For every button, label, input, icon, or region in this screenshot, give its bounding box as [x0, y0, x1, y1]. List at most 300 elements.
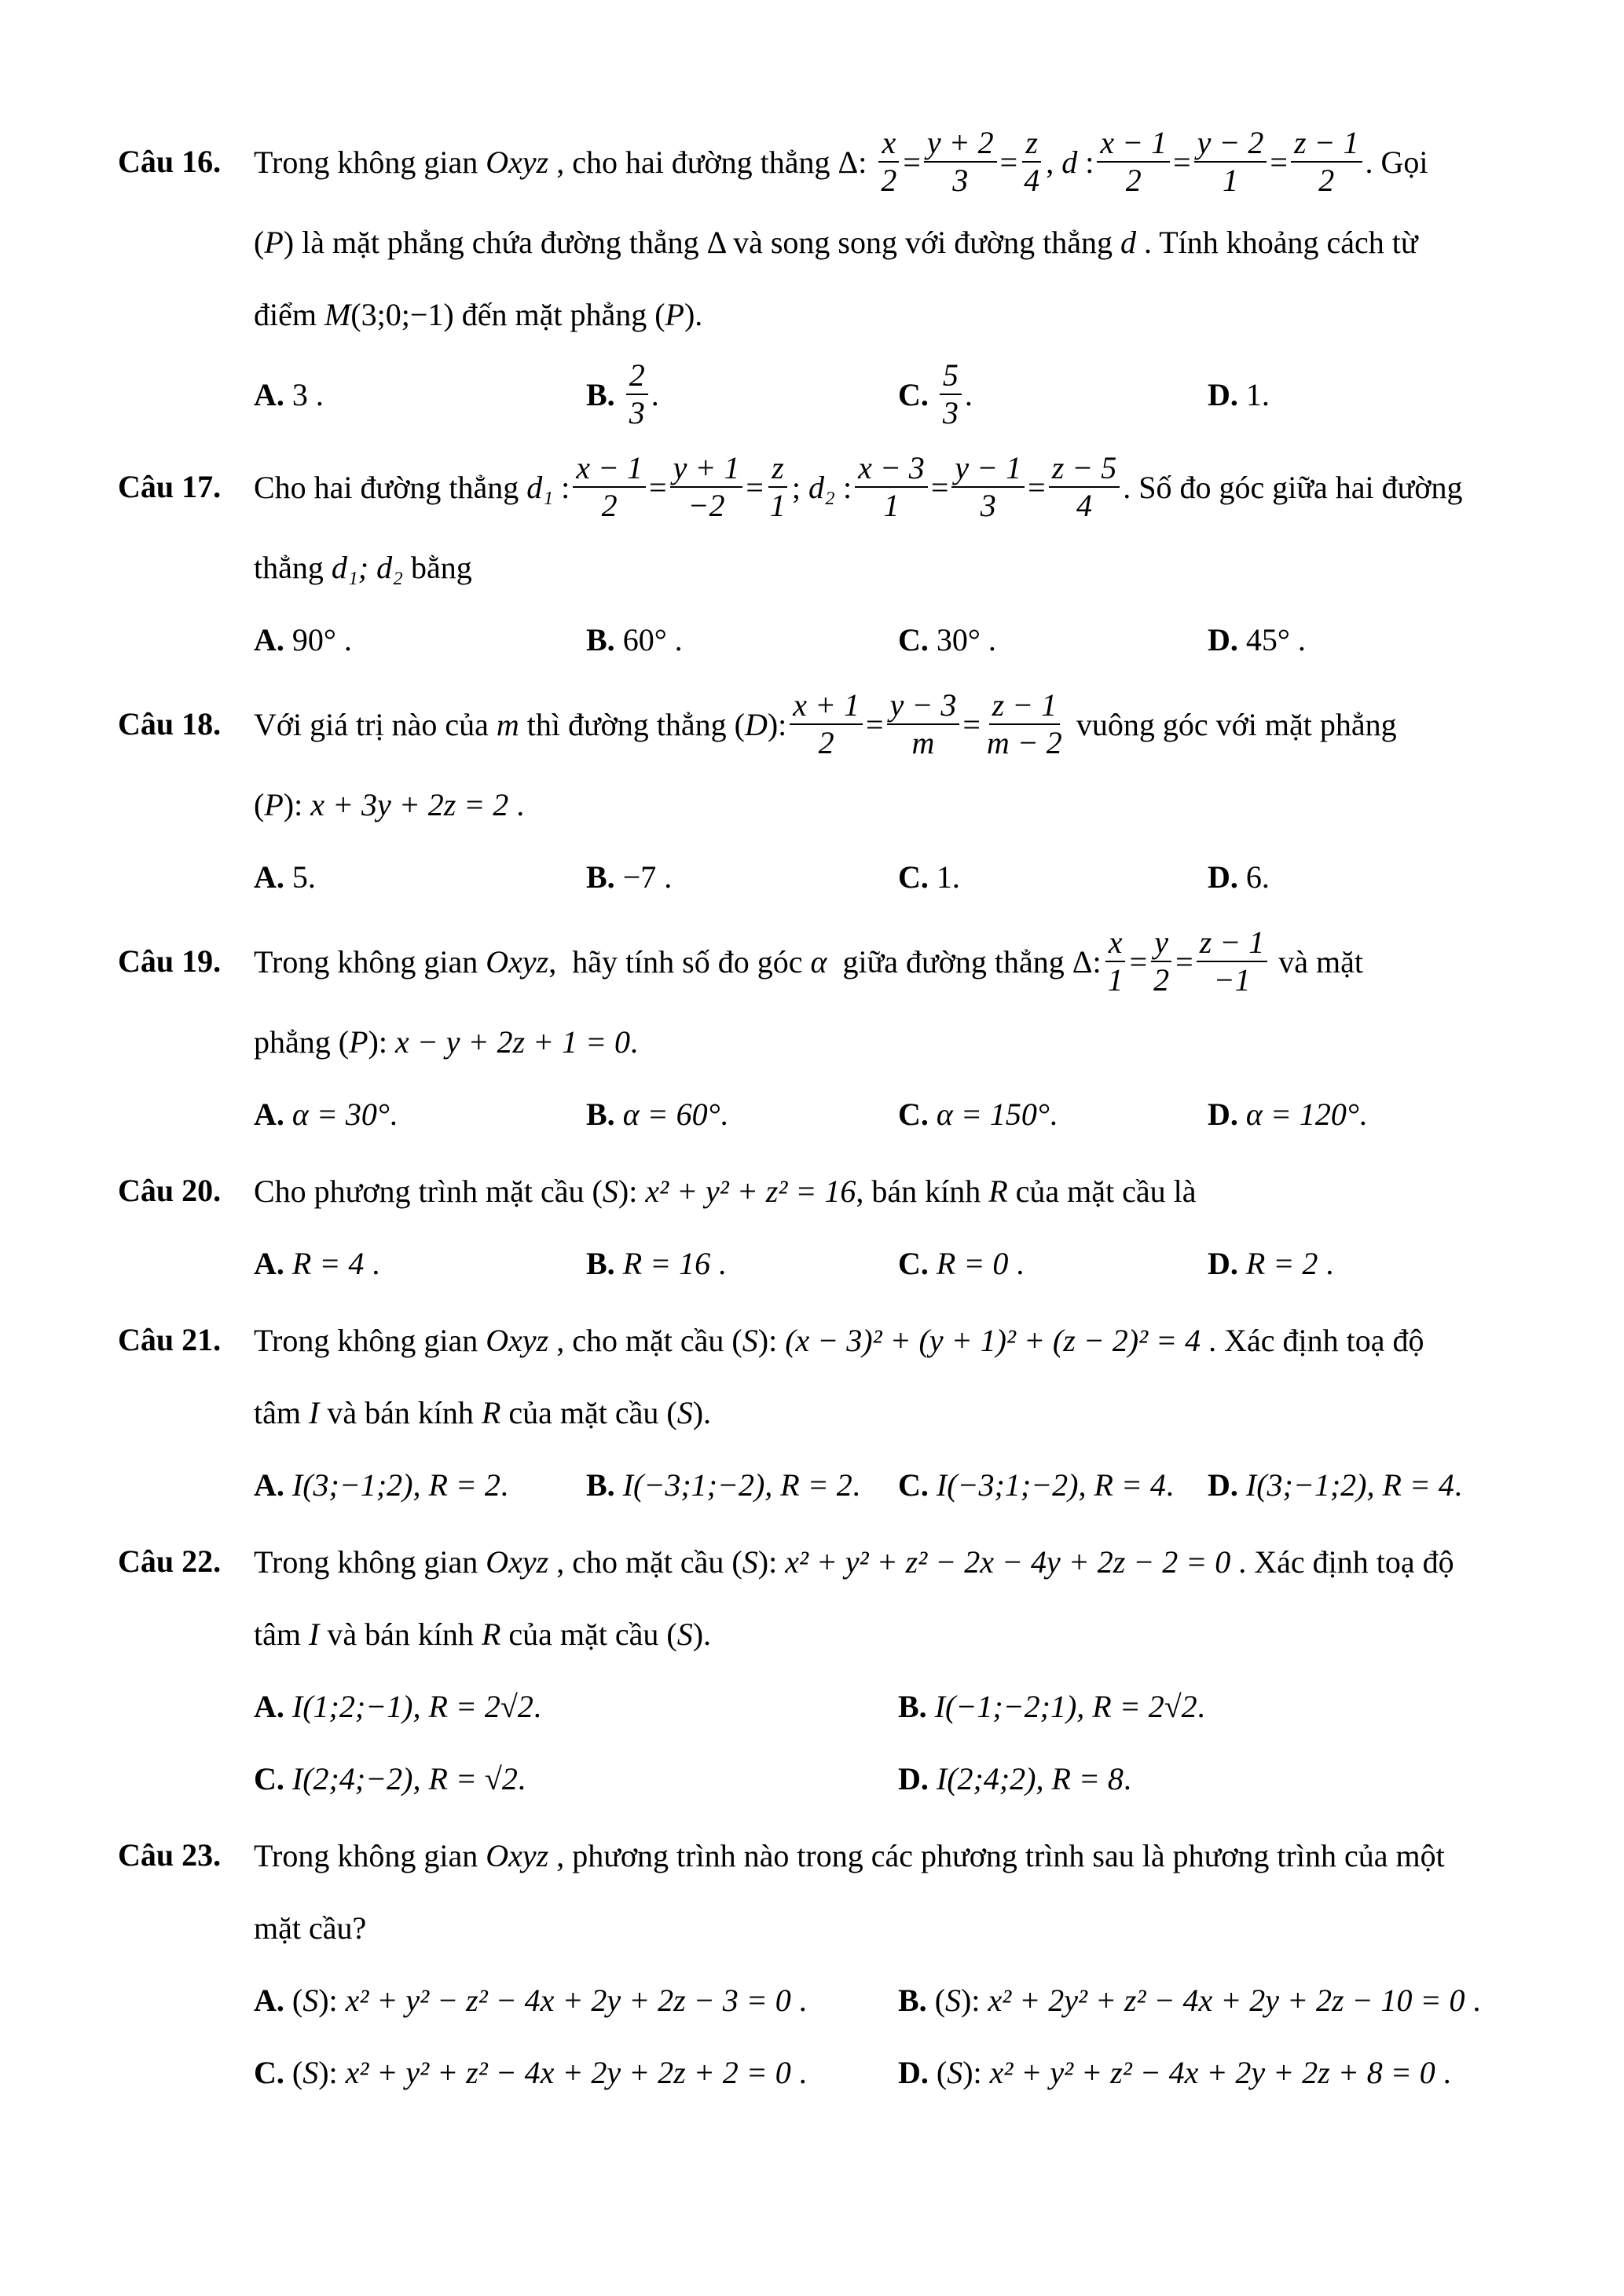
math-expression: S [947, 2054, 963, 2090]
text-run: phẳng ( [254, 1023, 350, 1060]
text-run: và bán kính [319, 1616, 482, 1652]
answer-option-c[interactable] [898, 840, 960, 913]
text-run: . [1123, 1760, 1131, 1796]
question-label: Câu 18. [118, 706, 222, 742]
exam-document [118, 118, 1524, 2113]
answer-option-b[interactable] [586, 1227, 726, 1299]
math-expression: x² + 2y² + z² − 4x + 2y + 2z − 10 = 0 [988, 1982, 1465, 2018]
fraction-denominator: 2 [1153, 962, 1170, 998]
fraction [670, 450, 743, 524]
text-run: ( [291, 1982, 303, 2018]
answer-option-a[interactable] [254, 1964, 807, 2036]
text-run: . [790, 2054, 807, 2090]
math-expression: R = 4 [291, 1245, 365, 1281]
option-letter: B. [898, 1982, 927, 2018]
text-run: . [964, 376, 973, 412]
math-expression: α = 30° [291, 1096, 390, 1132]
answer-option-a[interactable] [254, 840, 316, 913]
option-letter: B. [586, 1467, 615, 1503]
math-expression: x² + y² + z² − 4x + 2y + 2z + 8 = 0 [989, 2054, 1435, 2090]
answer-option-c[interactable] [254, 2036, 807, 2108]
option-letter: C. [898, 376, 929, 412]
fraction [1150, 925, 1172, 998]
fraction-denominator: −1 [1213, 962, 1251, 998]
math-expression: I [308, 1616, 320, 1652]
text-run: thì đường thẳng ( [519, 706, 745, 742]
math-expression: d [1120, 224, 1136, 260]
option-letter: D. [1208, 1467, 1238, 1503]
answer-option-c[interactable] [254, 1742, 526, 1814]
fraction-numerator: z − 1 [989, 687, 1061, 725]
question [118, 680, 1524, 913]
option-letter: D. [1208, 1245, 1238, 1281]
fraction-denominator: 2 [601, 488, 618, 523]
option-letter: D. [1208, 376, 1238, 412]
question [118, 1819, 1524, 2108]
text-run: ( [254, 786, 265, 822]
text-run: của mặt cầu ( [500, 1616, 677, 1652]
fraction-denominator: 3 [952, 163, 969, 198]
answer-option-d[interactable] [1208, 350, 1270, 438]
text-run: . Xác định toạ độ [1230, 1543, 1454, 1580]
option-letter: A. [254, 1245, 284, 1281]
text-run: = [866, 706, 884, 742]
text-run: . Xác định toạ độ [1201, 1322, 1424, 1358]
math-expression: P [264, 786, 284, 822]
math-expression: d₁; d₂ [331, 549, 404, 585]
text-run: = [1270, 144, 1288, 180]
answer-options-row [254, 603, 1524, 676]
text-run: . [389, 1096, 398, 1132]
option-letter: A. [254, 1096, 284, 1132]
text-run: thẳng [254, 549, 332, 585]
question-text-line [254, 768, 1524, 840]
text-run: . [1435, 2054, 1451, 2090]
text-run: ( [291, 2054, 303, 2090]
text-run: = [999, 144, 1018, 180]
fraction [951, 450, 1025, 524]
text-run: : [1077, 144, 1094, 180]
question-text-line [254, 206, 1524, 278]
question-label: Câu 23. [118, 1837, 222, 1873]
text-run: . [364, 1245, 380, 1281]
option-letter: D. [1208, 859, 1238, 895]
text-run: 5. [291, 859, 316, 895]
text-run: giữa đường thẳng Δ: [827, 943, 1102, 980]
text-run: = [930, 469, 949, 505]
question-label: Câu 16. [118, 144, 222, 179]
math-expression: S [742, 1322, 758, 1358]
fraction-numerator: 2 [626, 357, 648, 395]
fraction-denominator: 1 [1107, 962, 1124, 998]
question-label: Câu 21. [118, 1322, 222, 1357]
fraction-numerator: z − 1 [1197, 925, 1268, 962]
math-expression: I(2;4;−2), R = √2 [291, 1760, 518, 1796]
text-run: 90° . [291, 621, 352, 657]
text-run: , hãy tính số đo góc [548, 943, 811, 980]
math-expression: d₂ [808, 469, 835, 505]
fraction-denominator: 4 [1024, 163, 1040, 198]
math-expression: x² + y² − z² − 4x + 2y + 2z − 3 = 0 [345, 1982, 791, 2018]
fraction [790, 687, 863, 761]
text-run: ): [318, 2054, 346, 2090]
question-label: Câu 22. [118, 1543, 222, 1579]
text-run: ): [283, 786, 311, 822]
option-letter: B. [586, 376, 615, 412]
text-run: 3 . [291, 376, 324, 412]
answer-options-row [254, 350, 1524, 438]
text-run: . [630, 1023, 638, 1060]
option-letter: A. [254, 376, 284, 412]
text-run: ) là mặt phẳng chứa đường thẳng Δ và song song với đường thẳng [283, 224, 1120, 260]
math-expression: I(2;4;2), R = 8 [936, 1760, 1124, 1796]
question-text-line [254, 1155, 1524, 1227]
answer-option-d[interactable] [1208, 603, 1306, 676]
math-expression: d₁ [526, 469, 554, 505]
fraction [767, 450, 789, 524]
text-run: Trong không gian [254, 1322, 486, 1358]
fraction [940, 357, 962, 431]
fraction-denominator: 4 [1076, 488, 1092, 523]
text-run: : [553, 469, 570, 505]
answer-option-b[interactable] [586, 1448, 860, 1521]
math-expression: d [1061, 144, 1078, 180]
text-run: , cho hai đường thẳng Δ: [548, 144, 875, 180]
math-expression: S [742, 1543, 758, 1580]
math-expression: x + 3y + 2z = 2 [310, 786, 509, 822]
math-expression: Oxyz [486, 1322, 549, 1358]
text-run: , [1046, 144, 1062, 180]
math-expression: S [676, 1616, 693, 1652]
fraction-denominator: 2 [818, 725, 834, 760]
text-run: (3;0;−1) đến mặt phẳng ( [350, 296, 665, 332]
text-run: = [1129, 943, 1148, 980]
fraction-numerator: y − 2 [1194, 125, 1267, 163]
question-text-line [254, 917, 1524, 1005]
text-run: . [1358, 1096, 1367, 1132]
text-run: . Gọi [1365, 144, 1428, 180]
text-run: . [1454, 1467, 1462, 1503]
question-text-line [254, 1598, 1524, 1670]
text-run: = [746, 469, 764, 505]
text-run: = [649, 469, 667, 505]
text-run: vuông góc với mặt phẳng [1068, 706, 1397, 742]
question-label: Câu 20. [118, 1173, 222, 1208]
answer-options-row [254, 1448, 1524, 1521]
math-expression: Oxyz [486, 1837, 549, 1873]
math-expression: x² + y² + z² = 16 [645, 1173, 856, 1209]
option-letter: A. [254, 1688, 284, 1724]
answer-option-a[interactable] [254, 603, 352, 676]
question-text-line [254, 1376, 1524, 1448]
text-run: 60° . [622, 621, 683, 657]
text-run: . [1049, 1096, 1058, 1132]
math-expression: R [988, 1173, 1008, 1209]
answer-option-b[interactable] [586, 350, 659, 438]
fraction [1291, 125, 1362, 199]
text-run: Cho hai đường thẳng [254, 469, 527, 505]
fraction-denominator: 3 [942, 395, 959, 430]
fraction-numerator: x − 3 [855, 450, 928, 488]
answer-option-b[interactable] [586, 1078, 728, 1150]
text-run: tâm [254, 1616, 309, 1652]
text-run: Trong không gian [254, 1543, 486, 1580]
fraction [924, 125, 997, 199]
math-expression: S [945, 1982, 962, 2018]
question-text-line [254, 531, 1524, 603]
math-expression: x² + y² + z² − 2x − 4y + 2z − 2 = 0 [785, 1543, 1231, 1580]
answer-option-b[interactable] [586, 603, 683, 676]
text-run: 30° . [936, 621, 996, 657]
answer-options-row [254, 2036, 1524, 2108]
fraction [1194, 125, 1267, 199]
fraction-numerator: x − 1 [1097, 125, 1170, 163]
text-run: . [852, 1467, 860, 1503]
fraction-numerator: y − 1 [951, 450, 1025, 488]
answer-option-b[interactable] [898, 1964, 1481, 2036]
text-run: . [533, 1688, 541, 1724]
math-expression: M [324, 296, 351, 332]
option-letter: C. [898, 621, 929, 657]
fraction-numerator: x [878, 125, 899, 163]
question-text-line [254, 118, 1524, 206]
fraction-denominator: 3 [629, 395, 645, 430]
fraction [1097, 125, 1170, 199]
math-expression: Oxyz [486, 943, 549, 980]
option-letter: D. [898, 2054, 929, 2090]
math-expression: I(1;2;−1), R = 2√2 [291, 1688, 533, 1724]
question-text-line [254, 1891, 1524, 1964]
option-letter: D. [1208, 1096, 1238, 1132]
text-run: Trong không gian [254, 144, 486, 180]
answer-options-row [254, 1964, 1524, 2036]
text-run: . [710, 1245, 727, 1281]
fraction-numerator: x − 1 [573, 450, 646, 488]
option-letter: B. [586, 621, 615, 657]
fraction [1197, 925, 1268, 998]
text-run: 1. [936, 859, 960, 895]
math-expression: S [302, 1982, 319, 2018]
text-run: . [1465, 1982, 1481, 2018]
fraction-denominator: 3 [980, 488, 996, 523]
text-run: −7 . [622, 859, 673, 895]
text-run: . [720, 1096, 728, 1132]
math-expression: m [496, 706, 519, 742]
text-run: . [508, 786, 525, 822]
option-letter: D. [1208, 621, 1238, 657]
text-run: Trong không gian [254, 943, 486, 980]
text-run: , phương trình nào trong các phương trình sau là phương trình của một [548, 1837, 1445, 1873]
text-run: Cho phương trình mặt cầu ( [254, 1173, 603, 1209]
answer-option-d[interactable] [898, 2036, 1451, 2108]
text-run: . [790, 1982, 807, 2018]
answer-option-d[interactable] [1208, 1227, 1333, 1299]
answer-option-d[interactable] [898, 1742, 1131, 1814]
text-run: ): [961, 1982, 988, 2018]
fraction [573, 450, 646, 524]
fraction-numerator: z [768, 450, 787, 488]
text-run: , cho mặt cầu ( [548, 1322, 742, 1358]
math-expression: α = 150° [936, 1096, 1050, 1132]
fraction [626, 357, 648, 431]
math-expression: S [302, 2054, 319, 2090]
text-run: . [500, 1467, 508, 1503]
answer-options-row [254, 1078, 1524, 1150]
fraction [878, 125, 900, 199]
text-run: ( [254, 224, 265, 260]
text-run: ): [618, 1173, 646, 1209]
option-letter: A. [254, 621, 284, 657]
text-run: của mặt cầu ( [500, 1394, 677, 1430]
answer-option-a[interactable] [254, 1670, 541, 1742]
answer-option-c[interactable] [898, 1227, 1024, 1299]
text-run: ( [934, 1982, 946, 2018]
text-run: điểm [254, 296, 324, 332]
option-letter: B. [586, 1245, 615, 1281]
fraction-numerator: y + 1 [670, 450, 743, 488]
question-text-line [254, 680, 1524, 768]
answer-option-c[interactable] [898, 603, 996, 676]
question-text-line [254, 1005, 1524, 1078]
fraction-denominator: m − 2 [986, 725, 1062, 760]
text-run: ): [767, 706, 787, 742]
fraction-numerator: 5 [940, 357, 962, 395]
answer-options-row [254, 1742, 1524, 1814]
text-run: ): [962, 2054, 990, 2090]
question [118, 118, 1524, 438]
fraction-denominator: 1 [769, 488, 786, 523]
text-run: Với giá trị nào của [254, 706, 497, 742]
math-expression: R = 16 [622, 1245, 711, 1281]
math-expression: x² + y² + z² − 4x + 2y + 2z + 2 = 0 [345, 2054, 791, 2090]
answer-option-c[interactable] [898, 1448, 1174, 1521]
text-run: . [517, 1760, 526, 1796]
answer-options-row [254, 840, 1524, 913]
text-run: 45° . [1245, 621, 1306, 657]
text-run: ): [318, 1982, 346, 2018]
fraction-denominator: m [911, 725, 935, 760]
text-run: và bán kính [319, 1394, 482, 1430]
math-expression: I(3;−1;2), R = 4 [1245, 1467, 1454, 1503]
math-expression: R [481, 1616, 501, 1652]
fraction-denominator: −2 [687, 488, 725, 523]
answer-option-c[interactable] [898, 350, 973, 438]
fraction-numerator: x [1105, 925, 1126, 962]
math-expression: I [308, 1394, 320, 1430]
fraction-numerator: z [1022, 125, 1041, 163]
answer-option-d[interactable] [1208, 1078, 1367, 1150]
fraction-numerator: y − 3 [887, 687, 960, 725]
fraction-numerator: x + 1 [790, 687, 863, 725]
math-expression: I(−3;1;−2), R = 4 [936, 1467, 1166, 1503]
text-run: ). [692, 1616, 712, 1652]
option-letter: C. [254, 1760, 284, 1796]
math-expression: I(3;−1;2), R = 2 [291, 1467, 500, 1503]
text-run: = [962, 706, 981, 742]
math-expression: α [810, 943, 827, 980]
text-run: Trong không gian [254, 1837, 486, 1873]
question-text-line [254, 1525, 1524, 1598]
question-text-line [254, 278, 1524, 350]
fraction-denominator: 1 [1223, 163, 1239, 198]
text-run: . [1318, 1245, 1334, 1281]
fraction-denominator: 1 [883, 488, 900, 523]
text-run: ): [757, 1543, 786, 1580]
option-letter: C. [898, 1245, 929, 1281]
text-run: = [903, 144, 921, 180]
text-run: . [651, 376, 659, 412]
math-expression: α = 60° [622, 1096, 720, 1132]
text-run: ): [368, 1023, 395, 1060]
option-letter: B. [898, 1688, 927, 1724]
option-letter: C. [898, 859, 929, 895]
text-run: 1. [1245, 376, 1270, 412]
answer-option-a[interactable] [254, 1227, 379, 1299]
math-expression: α = 120° [1245, 1096, 1359, 1132]
question [118, 1304, 1524, 1521]
fraction [1049, 450, 1120, 524]
math-expression: Oxyz [486, 1543, 549, 1580]
math-expression: R = 2 [1245, 1245, 1318, 1281]
answer-option-a[interactable] [254, 350, 324, 438]
option-letter: D. [898, 1760, 929, 1796]
answer-option-b[interactable] [898, 1670, 1205, 1742]
answer-option-d[interactable] [1208, 840, 1270, 913]
text-run: . Số đo góc giữa hai đường [1123, 469, 1463, 505]
text-run: ). [692, 1394, 712, 1430]
answer-option-c[interactable] [898, 1078, 1058, 1150]
question [118, 443, 1524, 676]
answer-option-d[interactable] [1208, 1448, 1462, 1521]
fraction [855, 450, 928, 524]
fraction-numerator: z − 1 [1291, 125, 1362, 163]
answer-option-a[interactable] [254, 1078, 398, 1150]
text-run: = [1173, 144, 1191, 180]
fraction-numerator: z − 5 [1049, 450, 1120, 488]
text-run: : [834, 469, 852, 505]
text-run: của mặt cầu là [1007, 1173, 1197, 1209]
question-text-line [254, 443, 1524, 531]
option-letter: B. [586, 859, 615, 895]
option-letter: C. [898, 1096, 929, 1132]
answer-option-a[interactable] [254, 1448, 508, 1521]
fraction [1105, 925, 1127, 998]
question [118, 1155, 1524, 1299]
option-letter: A. [254, 1467, 284, 1503]
text-run: , cho mặt cầu ( [548, 1543, 742, 1580]
text-run: , bán kính [856, 1173, 989, 1209]
math-expression: I(−1;−2;1), R = 2√2 [934, 1688, 1197, 1724]
fraction-numerator: y + 2 [924, 125, 997, 163]
fraction [984, 687, 1065, 761]
math-expression: P [264, 224, 284, 260]
answer-options-row [254, 1670, 1524, 1742]
text-run: ). [684, 296, 703, 332]
text-run: ; [791, 469, 809, 505]
math-expression: P [349, 1023, 368, 1060]
answer-option-b[interactable] [586, 840, 672, 913]
option-letter: C. [254, 2054, 284, 2090]
text-run: mặt cầu? [254, 1910, 367, 1946]
math-expression: S [676, 1394, 693, 1430]
math-expression: I(−3;1;−2), R = 2 [622, 1467, 852, 1503]
math-expression: Oxyz [486, 144, 549, 180]
question-label: Câu 19. [118, 943, 222, 979]
text-run: bằng [403, 549, 472, 585]
question [118, 917, 1524, 1150]
answer-options-row [254, 1227, 1524, 1299]
fraction-numerator: y [1151, 925, 1171, 962]
